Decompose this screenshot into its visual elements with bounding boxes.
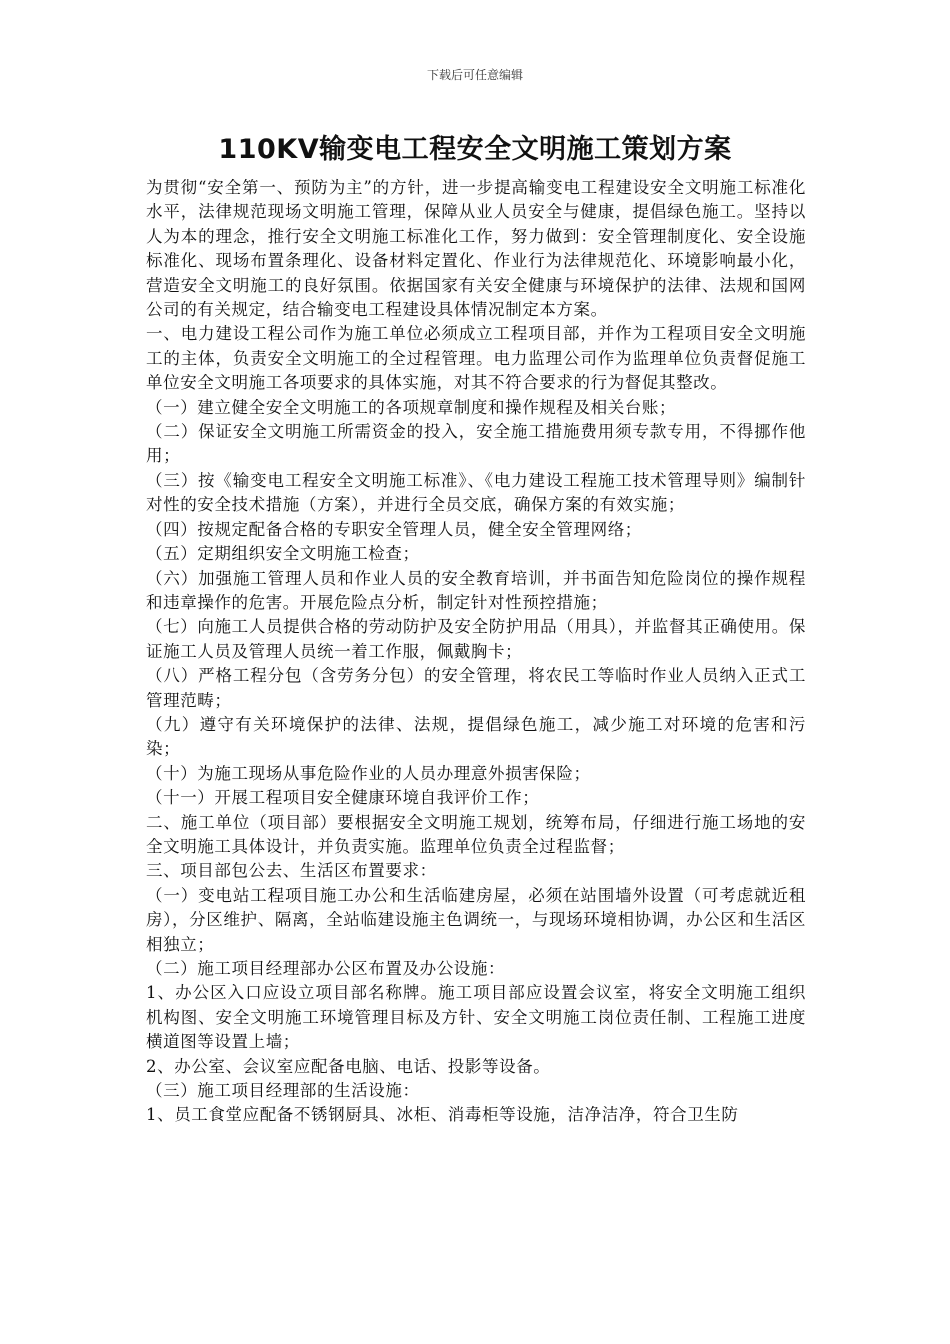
paragraph-item-1: （一）建立健全安全文明施工的各项规章制度和操作规程及相关台账； [146,397,677,417]
paragraph-sub-2: （二）施工项目经理部办公区布置及办公设施： [146,959,506,978]
paragraph-intro: 为贯彻“安全第一、预防为主”的方针，进一步提高输变电工程建设安全文明施工标准化水平，法律规范现场文明施工管理，保障从业人员安全与健康，提倡绿色施工。坚持以人为本的理念，推行安全文明施工标准化工作，努力做到：安全管理制度化、安全设施标准化、现场布置条理化、设备材料定置化、作业行为法律规范化、环境影响最小化，营造安全文明施工的良好氛围。依据国家有关安全健康与环境保护的法律、法规和国网公司的有关规定，结合输变电工程建设具体情况制定本方案。 [146,178,806,320]
paragraph-sub-1: （一）变电站工程项目施工办公和生活临建房屋，必须在站围墙外设置（可考虑就近租房），分区维护、隔离，全站临建设施主色调统一，与现场环境相协调，办公区和生活区相独立； [146,885,806,954]
header-note: 下载后可任意编辑 [426,68,523,82]
paragraph-item-10: （十）为施工现场从事危险作业的人员办理意外损害保险； [146,763,591,783]
paragraph-item-11: （十一）开展工程项目安全健康环境自我评价工作； [146,788,540,808]
paragraph-item-6: （六）加强施工管理人员和作业人员的安全教育培训，并书面告知危险岗位的操作规程和违章操作的危害。开展危险点分析，制定针对性预控措施； [146,568,806,612]
paragraph-section-2: 二、施工单位（项目部）要根据安全文明施工规划，统筹布局，仔细进行施工场地的安全文明施工具体设计，并负责实施。监理单位负责全过程监督； [146,812,806,856]
document-title: 110KV输变电工程安全文明施工策划方案 [218,134,732,165]
paragraph-section-3: 三、项目部包公去、生活区布置要求： [146,861,437,881]
paragraph-item-2: （二）保证安全文明施工所需资金的投入，安全施工措施费用须专款专用，不得挪作他用； [146,422,806,466]
paragraph-item-8: （八）严格工程分包（含劳务分包）的安全管理，将农民工等临时作业人员纳入正式工管理范畴； [146,666,806,710]
document-body [146,176,806,1128]
paragraph-sub-3: （三）施工项目经理部的生活设施： [146,1081,420,1101]
paragraph-sub-2-item-2: 2、办公室、会议室应配备电脑、电话、投影等设备。 [146,1056,551,1076]
paragraph-sub-2-item-1: 1、办公区入口应设立项目部名称牌。施工项目部应设置会议室，将安全文明施工组织机构图、安全文明施工环境管理目标及方针、安全文明施工岗位责任制、工程施工进度横道图等设置上墙； [146,983,806,1052]
paragraph-item-7: （七）向施工人员提供合格的劳动防护及安全防护用品（用具），并监督其正确使用。保证施工人员及管理人员统一着工作服，佩戴胸卡； [146,617,806,661]
paragraph-item-9: （九）遵守有关环境保护的法律、法规，提倡绿色施工，减少施工对环境的危害和污染； [146,714,806,759]
paragraph-sub-3-item-1: 1、员工食堂应配备不锈钢厨具、冰柜、消毒柜等设施，洁净洁净，符合卫生防 [146,1105,739,1125]
paragraph-item-4: （四）按规定配备合格的专职安全管理人员，健全安全管理网络； [146,519,642,539]
paragraph-item-3: （三）按《输变电工程安全文明施工标准》、《电力建设工程施工技术管理导则》编制针对性的安全技术措施（方案），并进行全员交底，确保方案的有效实施； [146,470,806,515]
paragraph-item-5: （五）定期组织安全文明施工检查； [146,544,420,564]
paragraph-section-1: 一、电力建设工程公司作为施工单位必须成立工程项目部，并作为工程项目安全文明施工的主体，负责安全文明施工的全过程管理。电力监理公司作为监理单位负责督促施工单位安全文明施工各项要求的具体实施，对其不符合要求的行为督促其整改。 [146,324,806,393]
